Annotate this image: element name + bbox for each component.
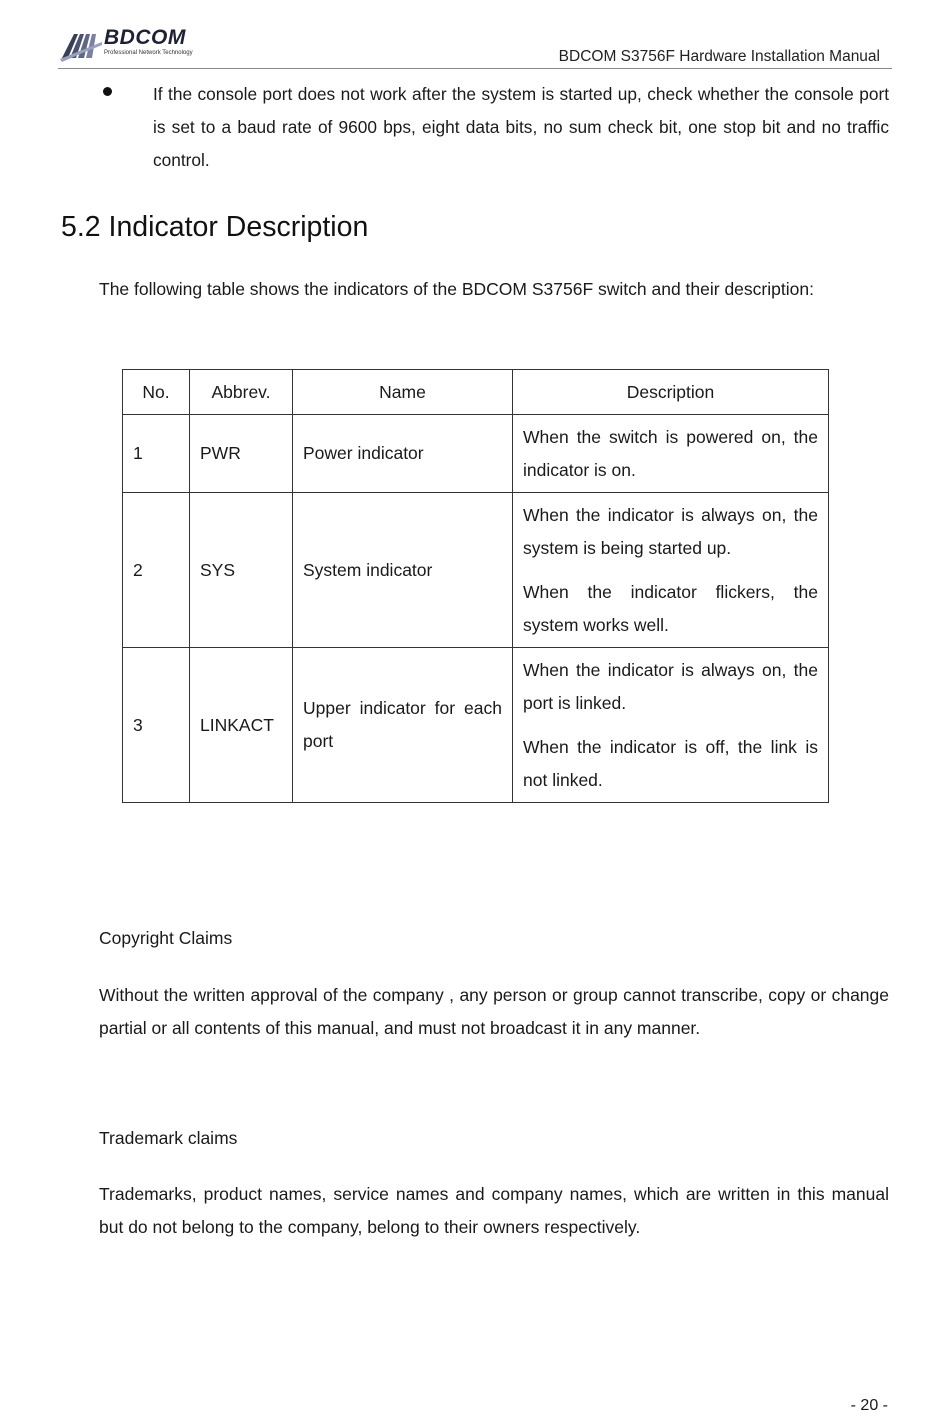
description-line: When the indicator is off, the link is not linked. [523,736,818,790]
table-row [123,648,829,803]
page-number: - 20 - [850,1397,888,1414]
cell-abbrev: PWR [190,415,293,493]
cell-no: 3 [123,648,190,803]
logo-mark-icon [60,28,104,64]
table-row [123,415,829,493]
copyright-title: Copyright Claims [99,928,233,948]
company-logo [60,26,210,66]
description-line: When the indicator is always on, the system is being started up. [523,504,818,558]
cell-description [513,648,829,803]
column-header-no: No. [123,370,190,415]
table-row [123,493,829,648]
column-header-abbrev: Abbrev. [190,370,293,415]
logo-wordmark: BDCOM [104,26,186,49]
section-intro: The following table shows the indicators of the BDCOM S3756F switch and their description: [99,279,814,299]
document-title: BDCOM S3756F Hardware Installation Manual [558,48,880,65]
column-header-description: Description [513,370,829,415]
table-header-row [123,370,829,415]
cell-abbrev: SYS [190,493,293,648]
section-heading: 5.2 Indicator Description [61,211,369,243]
cell-abbrev: LINKACT [190,648,293,803]
header-divider [58,68,892,69]
cell-no: 2 [123,493,190,648]
trademark-body: Trademarks, product names, service names and company names, which are written in this manual but do not belong to the company, belong to their owners respectively. [99,1184,889,1237]
cell-name: Power indicator [293,415,513,493]
cell-description [513,493,829,648]
copyright-body: Without the written approval of the company , any person or group cannot transcribe, copy or change partial or all contents of this manual, and must not broadcast it in any manner. [99,985,889,1038]
cell-description [513,415,829,493]
bullet-text: If the console port does not work after the system is started up, check whether the console port is set to a baud rate of 9600 bps, eight data bits, no sum check bit, one stop bit and no traffic control. [153,84,889,170]
indicator-table [122,369,829,803]
column-header-name: Name [293,370,513,415]
description-line: When the indicator is always on, the port is linked. [523,659,818,713]
cell-name: Upper indicator for each port [293,648,513,803]
logo-tagline: Professional Network Technology [104,50,193,56]
trademark-title: Trademark claims [99,1128,238,1148]
cell-no: 1 [123,415,190,493]
description-line: When the switch is powered on, the indicator is on. [523,426,818,480]
bullet-marker [103,87,112,96]
cell-name: System indicator [293,493,513,648]
description-line: When the indicator flickers, the system works well. [523,581,818,635]
